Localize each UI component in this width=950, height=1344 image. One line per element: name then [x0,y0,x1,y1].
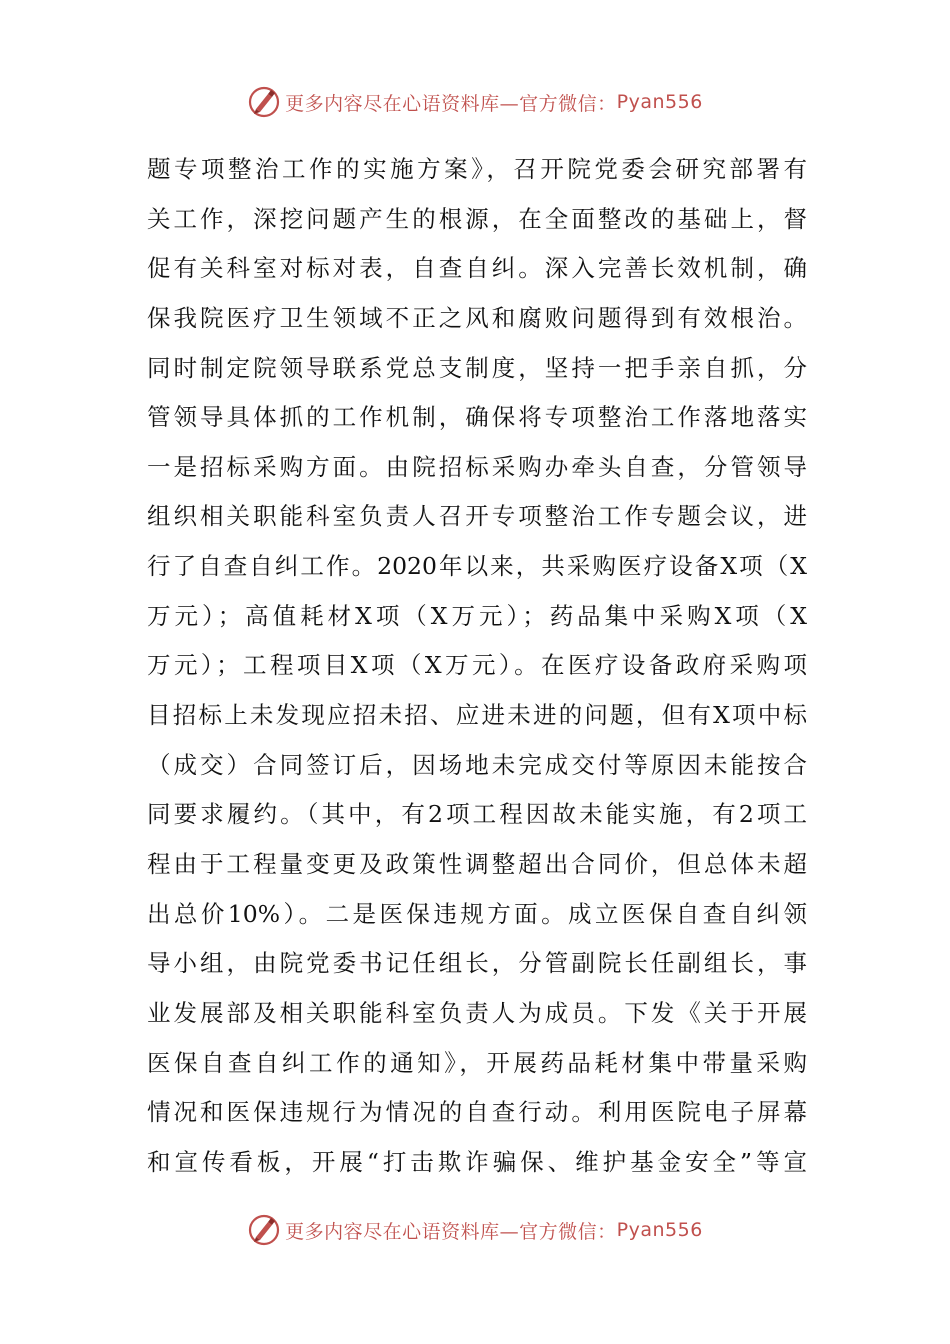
body-line: 万元）；工程项目X项（X万元）。在医疗设备政府采购项 [147,651,807,680]
body-line: 同要求履约。（其中，有2项工程因故未能实施，有2项工 [147,800,807,829]
footer-watermark-text: 更多内容尽在心语资料库—官方微信： [285,1220,617,1243]
logo-icon [247,85,281,119]
footer-watermark-id: Pyan556 [616,1219,703,1241]
body-line: 同时制定院领导联系党总支制度，坚持一把手亲自抓，分 [147,353,807,382]
body-line: 促有关科室对标对表，自查自纠。深入完善长效机制，确 [147,254,807,283]
header-watermark-text: 更多内容尽在心语资料库—官方微信： [285,92,617,115]
body-line: 组织相关职能科室负责人召开专项整治工作专题会议，进 [147,502,807,531]
body-line: 题专项整治工作的实施方案》，召开院党委会研究部署有 [147,155,807,183]
body-line: 行了自查自纠工作。2020年以来，共采购医疗设备X项（X [147,552,807,581]
header-watermark-id: Pyan556 [616,91,703,113]
body-line: 导小组，由院党委书记任组长，分管副院长任副组长，事 [147,949,807,978]
body-line: 保我院医疗卫生领域不正之风和腐败问题得到有效根治。 [147,303,807,332]
body-line: 关工作，深挖问题产生的根源，在全面整改的基础上，督 [147,204,807,233]
body-text [147,145,807,1187]
body-line: 管领导具体抓的工作机制，确保将专项整治工作落地落实 [147,403,807,432]
body-line: 和宣传看板，开展“打击欺诈骗保、维护基金安全”等宣 [147,1147,807,1176]
body-line: 情况和医保违规行为情况的自查行动。利用医院电子屏幕 [147,1098,807,1127]
body-line: 一是招标采购方面。由院招标采购办牵头自查，分管领导 [147,452,807,481]
body-line: 目招标上未发现应招未招、应进未进的问题，但有X项中标 [147,701,807,730]
body-line: 程由于工程量变更及政策性调整超出合同价，但总体未超 [147,849,807,878]
body-line: （成交）合同签订后，因场地未完成交付等原因未能按合 [147,750,807,779]
logo-icon [247,1213,281,1247]
body-line: 业发展部及相关职能科室负责人为成员。下发《关于开展 [147,998,807,1027]
body-line: 医保自查自纠工作的通知》，开展药品耗材集中带量采购 [147,1048,807,1077]
body-line: 出总价10%）。二是医保违规方面。成立医保自查自纠领 [147,899,807,928]
footer-watermark [0,1210,950,1250]
header-watermark [0,82,950,122]
body-line: 万元）；高值耗材X项（X万元）；药品集中采购X项（X [147,601,807,630]
